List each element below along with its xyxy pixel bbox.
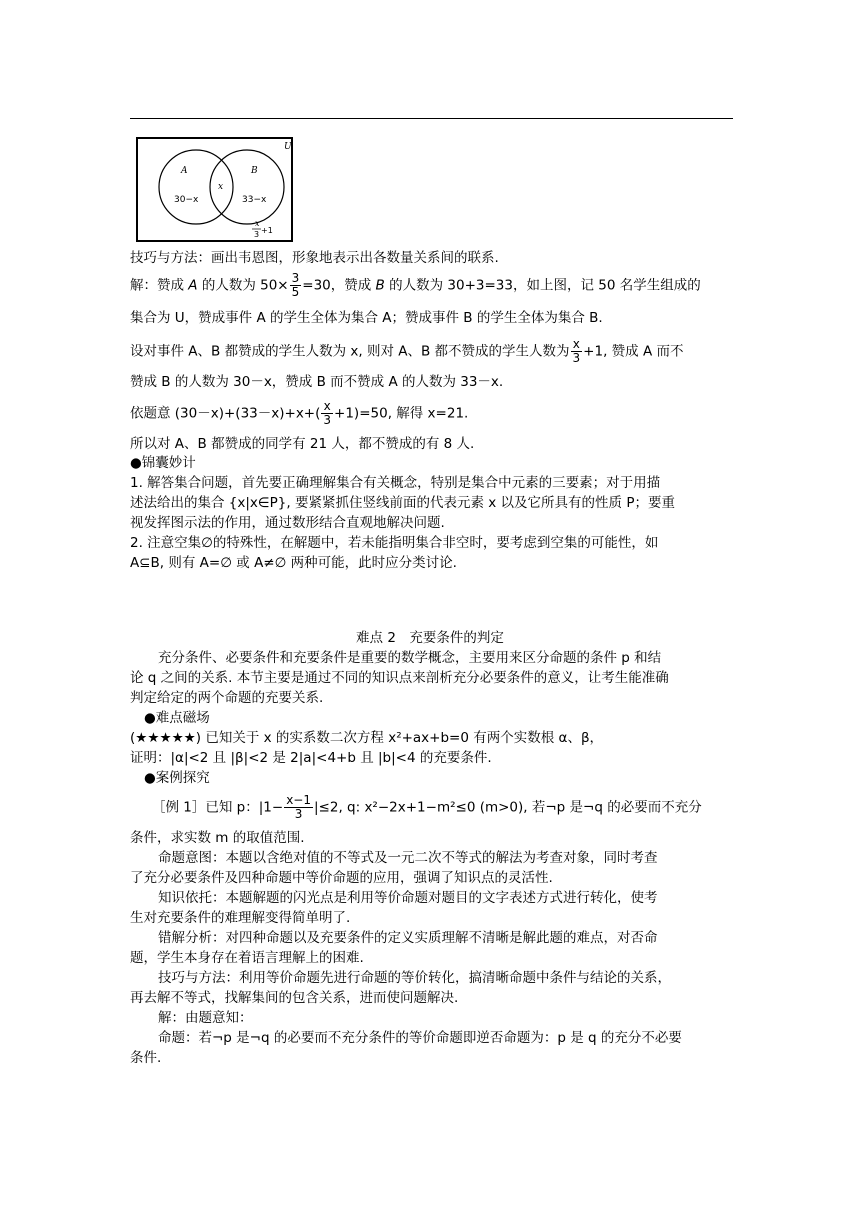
label-b-only: 33−x — [242, 195, 267, 205]
section-title: 难点 2 充要条件的判定 — [356, 630, 504, 646]
text-line: 述法给出的集合 {x|x∈P}, 要紧紧抓住竖线前面的代表元素 x 以及它所具有的性质 P；要重 — [130, 495, 675, 511]
fraction: $\frac{x-1}{3}$ — [286, 793, 311, 821]
text-line: 证明：|α|<2 且 |β|<2 是 2|a|<4+b 且 |b|<4 的充要条件. — [130, 750, 492, 766]
text-line: 充分条件、必要条件和充要条件是重要的数学概念，主要用来区分命题的条件 p 和结 — [158, 650, 662, 666]
text-line: 所以对 A、B 都赞成的同学有 21 人，都不赞成的有 8 人. — [130, 436, 475, 452]
text-line: 生对充要条件的难理解变得简单明了. — [130, 910, 351, 926]
fraction: $\frac{x}{3}$ — [572, 337, 581, 365]
text-line: 设对事件 A、B 都赞成的学生人数为 x, 则对 A、B 都不赞成的学生人数为 $\frac{x}{3}$ +1, 赞成 A 而不 — [130, 337, 684, 365]
venn-diagram — [136, 137, 293, 242]
fraction: $\frac{3}{5}$ — [291, 271, 300, 299]
label-b: B — [251, 166, 258, 176]
label-outside-den: 3 — [254, 230, 260, 239]
fraction: $\frac{x}{3}$ — [323, 399, 332, 427]
text-line: 1. 解答集合问题，首先要正确理解集合有关概念，特别是集合中元素的三要素；对于用描 — [130, 475, 661, 491]
section-heading: ●案例探究 — [144, 770, 210, 786]
text-line: 赞成 B 的人数为 30－x，赞成 B 而不赞成 A 的人数为 33－x. — [130, 374, 504, 390]
label-a: A — [181, 166, 188, 176]
text-line: ［例 1］已知 p：|1− $\frac{x-1}{3}$ |≤2, q: x²−2x+1−m²≤0 (m>0), 若¬p 是¬q 的必要而不充分 — [152, 793, 702, 821]
text-line: 条件. — [130, 1050, 162, 1066]
section-heading: ●难点磁场 — [144, 710, 210, 726]
label-outside-num: x — [255, 219, 260, 228]
section-heading: ●锦囊妙计 — [130, 455, 196, 471]
text-line: 再去解不等式，找解集间的包含关系，进而使问题解决. — [130, 990, 459, 1006]
text-line: 2. 注意空集∅的特殊性，在解题中，若未能指明集合非空时，要考虑到空集的可能性，如 — [130, 535, 659, 551]
text-line: A⊆B, 则有 A=∅ 或 A≠∅ 两种可能，此时应分类讨论. — [130, 555, 457, 571]
text-line: 集合为 U，赞成事件 A 的学生全体为集合 A；赞成事件 B 的学生全体为集合 B. — [130, 310, 603, 326]
text-line: 命题意图：本题以含绝对值的不等式及一元二次不等式的解法为考查对象，同时考查 — [158, 850, 658, 866]
text-line: 解：赞成 A 的人数为 50× $\frac{3}{5}$ =30，赞成 B 的人数为 30+3=33，如上图，记 50 名学生组成的 — [130, 271, 701, 299]
text-line: 解：由题意知： — [158, 1010, 253, 1026]
text-line: 判定给定的两个命题的充要关系. — [130, 690, 324, 706]
text-line: 技巧与方法：利用等价命题先进行命题的等价转化，搞清晰命题中条件与结论的关系， — [158, 970, 671, 986]
text-line: 依题意 (30－x)+(33－x)+x+( $\frac{x}{3}$ +1)=50, 解得 x=21. — [130, 399, 469, 427]
label-intersection: x — [218, 182, 224, 192]
label-u: U — [284, 142, 292, 152]
text-line: 技巧与方法：画出韦恩图，形象地表示出各数量关系间的联系. — [130, 250, 499, 266]
text-line: 命题：若¬p 是¬q 的必要而不充分条件的等价命题即逆否命题为：p 是 q 的充分不必要 — [158, 1030, 682, 1046]
label-a-only: 30−x — [174, 195, 199, 205]
text-line: 论 q 之间的关系. 本节主要是通过不同的知识点来剖析充分必要条件的意义，让考生能准确 — [130, 670, 669, 686]
text-line: (★★★★★) 已知关于 x 的实系数二次方程 x²+ax+b=0 有两个实数根 α、β， — [130, 730, 604, 746]
text-line: 条件，求实数 m 的取值范围. — [130, 830, 305, 846]
label-outside-rest: +1 — [261, 226, 273, 235]
text-line: 题，学生本身存在着语言理解上的困难. — [130, 950, 364, 966]
text-line: 知识依托：本题解题的闪光点是利用等价命题对题目的文字表述方式进行转化，使考 — [158, 890, 658, 906]
text-line: 视发挥图示法的作用，通过数形结合直观地解决问题. — [130, 515, 445, 531]
text-line: 了充分必要条件及四种命题中等价命题的应用，强调了知识点的灵活性. — [130, 870, 553, 886]
text-line: 错解分析：对四种命题以及充要条件的定义实质理解不清晰是解此题的难点，对否命 — [158, 930, 658, 946]
header-rule — [130, 118, 733, 119]
